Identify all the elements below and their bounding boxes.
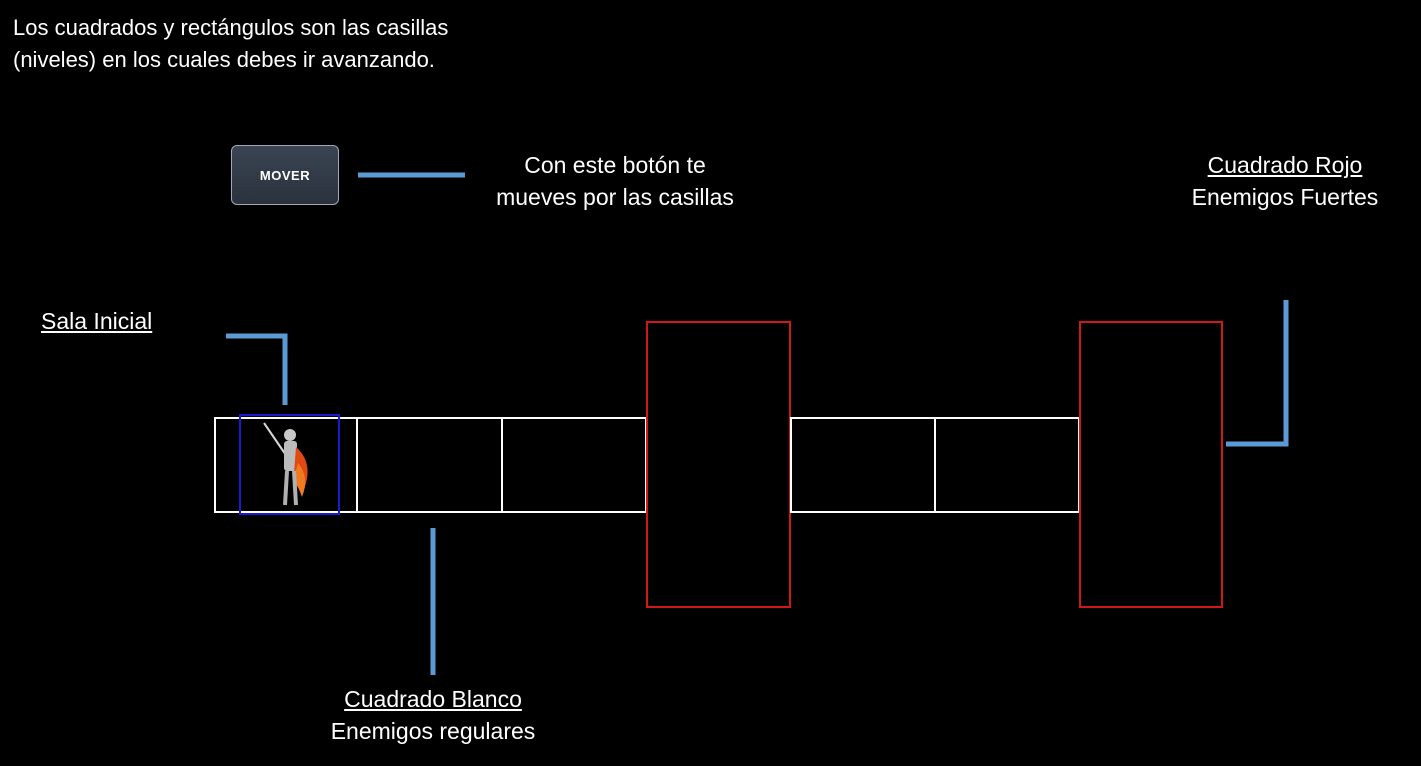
red-square-connector-line bbox=[1226, 300, 1286, 444]
intro-line-2: (niveles) en los cuales debes ir avanzando. bbox=[13, 47, 435, 72]
white-square-title: Cuadrado Blanco bbox=[344, 686, 522, 712]
start-room-connector-line bbox=[226, 336, 285, 405]
knight-icon bbox=[260, 417, 320, 513]
red-square-subtitle: Enemigos Fuertes bbox=[1191, 184, 1379, 210]
mover-callout-line-1: Con este botón te bbox=[524, 152, 706, 178]
board-cell-white-2 bbox=[501, 417, 647, 513]
start-room-label: Sala Inicial bbox=[41, 308, 153, 334]
mover-callout-line-2: mueves por las casillas bbox=[496, 184, 734, 210]
board-cell-white-3 bbox=[790, 417, 936, 513]
player-token[interactable] bbox=[239, 414, 340, 515]
mover-button[interactable]: MOVER bbox=[231, 145, 339, 205]
board-cell-red-1 bbox=[646, 321, 791, 608]
board-cell-white-4 bbox=[934, 417, 1080, 513]
white-square-subtitle: Enemigos regulares bbox=[330, 718, 536, 744]
board-cell-red-2 bbox=[1079, 321, 1223, 608]
intro-line-1: Los cuadrados y rectángulos son las casillas bbox=[13, 15, 449, 40]
red-square-title: Cuadrado Rojo bbox=[1207, 152, 1363, 178]
board-cell-white-1 bbox=[356, 417, 503, 513]
